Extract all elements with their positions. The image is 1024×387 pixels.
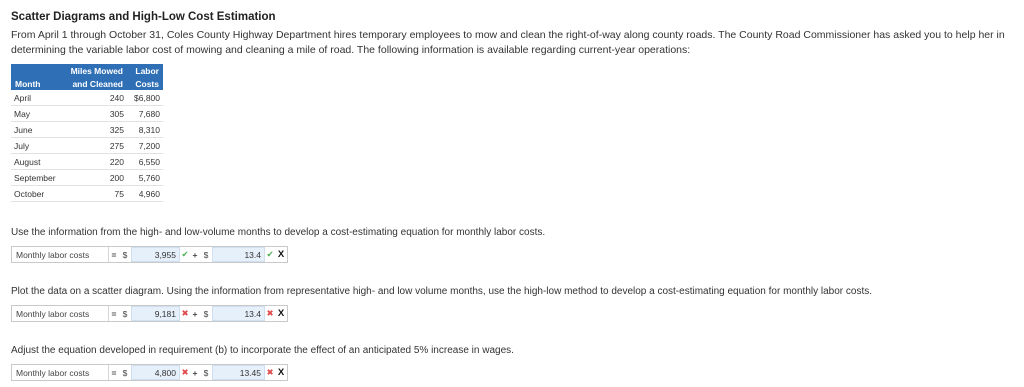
table-row bbox=[11, 138, 163, 154]
answer-row-c bbox=[11, 364, 288, 381]
question-b-text: Plot the data on a scatter diagram. Using the information from representative high- and low volume months, use the high-low method to develop a cost-estimating equation for monthly labor costs. bbox=[11, 286, 873, 297]
currency-symbol: $ bbox=[203, 367, 209, 378]
variable-cost-input[interactable]: 13.4 bbox=[212, 247, 265, 262]
plus-sign: + bbox=[192, 308, 198, 319]
header-month: Month bbox=[11, 64, 63, 90]
cell-miles: 220 bbox=[63, 154, 127, 170]
cross-icon: ✖ bbox=[181, 308, 189, 318]
currency-symbol: $ bbox=[203, 249, 209, 260]
equals-sign: = bbox=[111, 367, 117, 378]
cell-cost: 4,960 bbox=[127, 186, 163, 202]
header-miles-line1: Miles Mowed bbox=[63, 64, 127, 77]
equals-sign: = bbox=[111, 308, 117, 319]
header-cost-line1: Labor bbox=[127, 64, 163, 77]
cell-month: September bbox=[11, 170, 63, 186]
cell-cost: 5,760 bbox=[127, 170, 163, 186]
currency-symbol: $ bbox=[122, 308, 128, 319]
cell-cost: 7,200 bbox=[127, 138, 163, 154]
plus-sign: + bbox=[192, 367, 198, 378]
cell-month: August bbox=[11, 154, 63, 170]
per-mile-x-label: X bbox=[277, 249, 285, 260]
variable-cost-input[interactable]: 13.4 bbox=[212, 306, 265, 321]
cell-cost: $6,800 bbox=[127, 90, 163, 106]
header-cost-line2: Costs bbox=[127, 77, 163, 90]
currency-symbol: $ bbox=[122, 249, 128, 260]
table-row bbox=[11, 122, 163, 138]
answer-row-a bbox=[11, 246, 288, 263]
plus-sign: + bbox=[192, 249, 198, 260]
answer-label: Monthly labor costs bbox=[12, 247, 109, 262]
cell-miles: 275 bbox=[63, 138, 127, 154]
cell-miles: 75 bbox=[63, 186, 127, 202]
variable-cost-input[interactable]: 13.45 bbox=[212, 365, 265, 380]
per-mile-x-label: X bbox=[277, 308, 285, 319]
problem-intro: From April 1 through October 31, Coles County Highway Department hires temporary employees to mow and clean the right-of-way along county roads. The County Road Commissioner has asked you to help her in determining the variable labor cost of mowing and cleaning a mile of road. The following information is available regarding current-year operations: bbox=[11, 29, 1005, 56]
question-a-text: Use the information from the high- and low-volume months to develop a cost-estimating equation for monthly labor costs. bbox=[11, 227, 546, 238]
cell-month: June bbox=[11, 122, 63, 138]
fixed-cost-input[interactable]: 3,955 bbox=[131, 247, 180, 262]
check-icon: ✔ bbox=[266, 249, 274, 259]
cell-cost: 6,550 bbox=[127, 154, 163, 170]
operations-table bbox=[11, 64, 163, 202]
cell-miles: 305 bbox=[63, 106, 127, 122]
table-row bbox=[11, 170, 163, 186]
cell-month: May bbox=[11, 106, 63, 122]
check-icon: ✔ bbox=[181, 249, 189, 259]
currency-symbol: $ bbox=[203, 308, 209, 319]
fixed-cost-input[interactable]: 4,800 bbox=[131, 365, 180, 380]
cell-miles: 325 bbox=[63, 122, 127, 138]
cell-month: July bbox=[11, 138, 63, 154]
cell-cost: 7,680 bbox=[127, 106, 163, 122]
answer-label: Monthly labor costs bbox=[12, 365, 109, 380]
table-row bbox=[11, 90, 163, 106]
cross-icon: ✖ bbox=[181, 367, 189, 377]
cell-month: April bbox=[11, 90, 63, 106]
question-c-text: Adjust the equation developed in requirement (b) to incorporate the effect of an anticipated 5% increase in wages. bbox=[11, 345, 514, 356]
table-row bbox=[11, 154, 163, 170]
fixed-cost-input[interactable]: 9,181 bbox=[131, 306, 180, 321]
currency-symbol: $ bbox=[122, 367, 128, 378]
cell-month: October bbox=[11, 186, 63, 202]
problem-title: Scatter Diagrams and High-Low Cost Estimation bbox=[11, 11, 276, 23]
table-row bbox=[11, 186, 163, 202]
cross-icon: ✖ bbox=[266, 367, 274, 377]
cross-icon: ✖ bbox=[266, 308, 274, 318]
per-mile-x-label: X bbox=[277, 367, 285, 378]
answer-row-b bbox=[11, 305, 288, 322]
answer-label: Monthly labor costs bbox=[12, 306, 109, 321]
header-miles-line2: and Cleaned bbox=[63, 77, 127, 90]
cell-miles: 240 bbox=[63, 90, 127, 106]
equals-sign: = bbox=[111, 249, 117, 260]
cell-miles: 200 bbox=[63, 170, 127, 186]
table-row bbox=[11, 106, 163, 122]
cell-cost: 8,310 bbox=[127, 122, 163, 138]
